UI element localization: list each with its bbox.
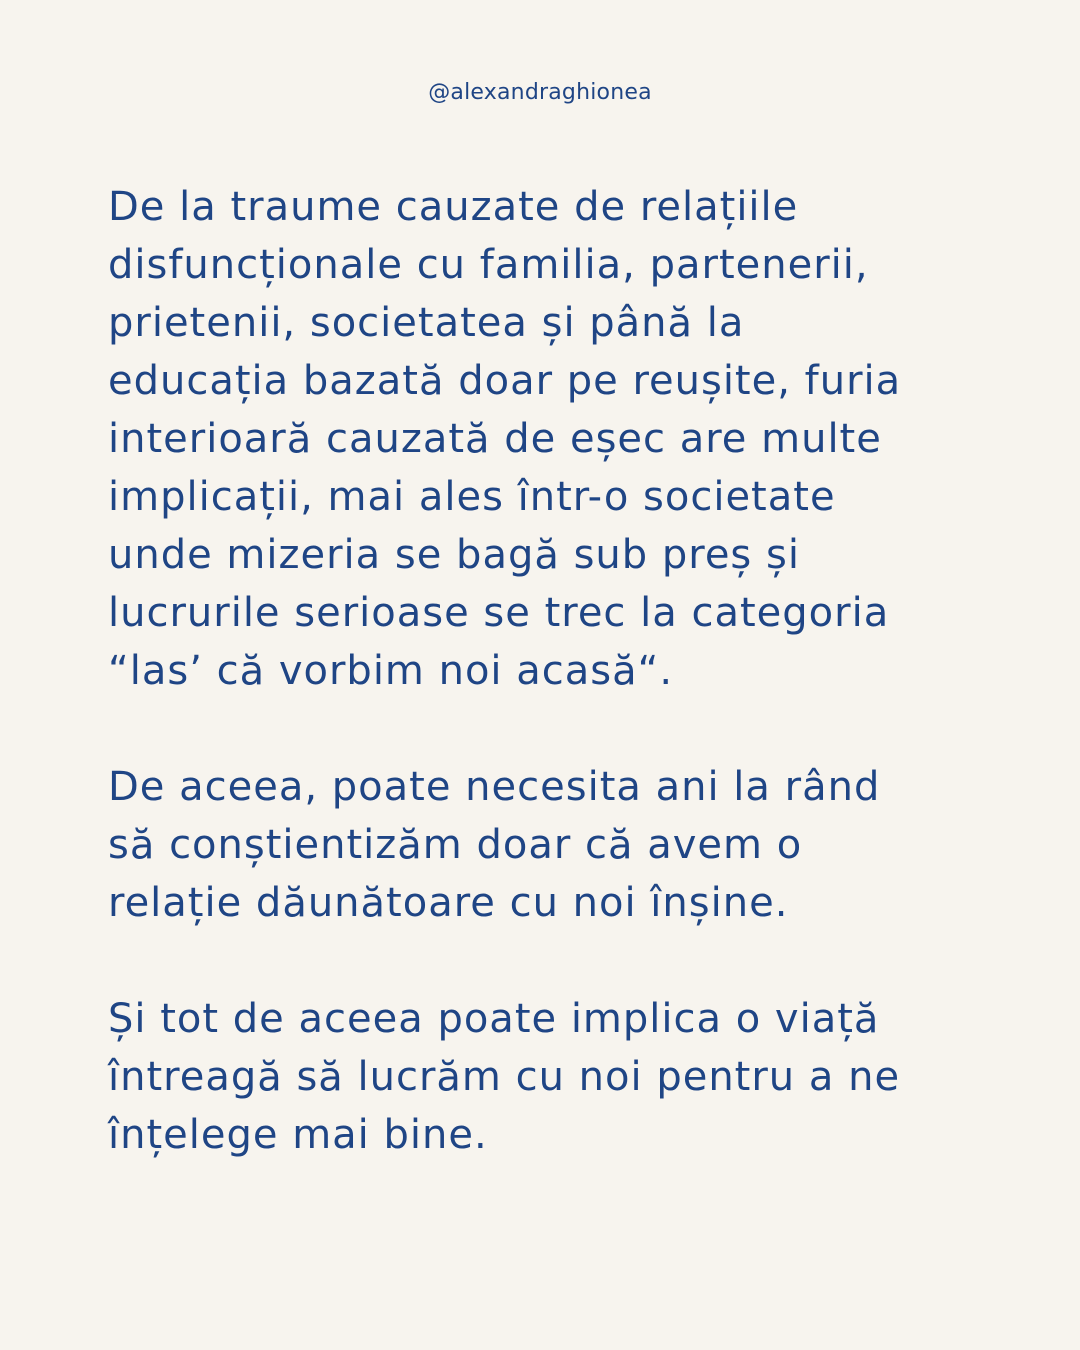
text-line: “las’ că vorbim noi acasă“. xyxy=(108,648,674,694)
paragraph-3 xyxy=(108,990,988,1164)
text-line: întreagă să lucrăm cu noi pentru a ne xyxy=(108,1054,901,1100)
text-line: implicații, mai ales într-o societate xyxy=(108,474,836,520)
text-line: înțelege mai bine. xyxy=(108,1112,488,1158)
text-line: prietenii, societatea și până la xyxy=(108,300,745,346)
text-line: lucrurile serioase se trec la categoria xyxy=(108,590,890,636)
text-line: De aceea, poate necesita ani la rând xyxy=(108,764,881,810)
text-line: interioară cauzată de eșec are multe xyxy=(108,416,882,462)
text-line: educația bazată doar pe reușite, furia xyxy=(108,358,902,404)
text-line: disfuncționale cu familia, partenerii, xyxy=(108,242,869,288)
paragraph-1 xyxy=(108,178,988,700)
text-line: Și tot de aceea poate implica o viață xyxy=(108,996,880,1042)
paragraph-2 xyxy=(108,758,988,932)
text-line: relație dăunătoare cu noi înșine. xyxy=(108,880,789,926)
post-text xyxy=(108,178,988,1222)
text-line: să conștientizăm doar că avem o xyxy=(108,822,803,868)
author-handle: @alexandraghionea xyxy=(428,80,652,105)
text-line: unde mizeria se bagă sub preș și xyxy=(108,532,800,578)
text-line: De la traume cauzate de relațiile xyxy=(108,184,799,230)
